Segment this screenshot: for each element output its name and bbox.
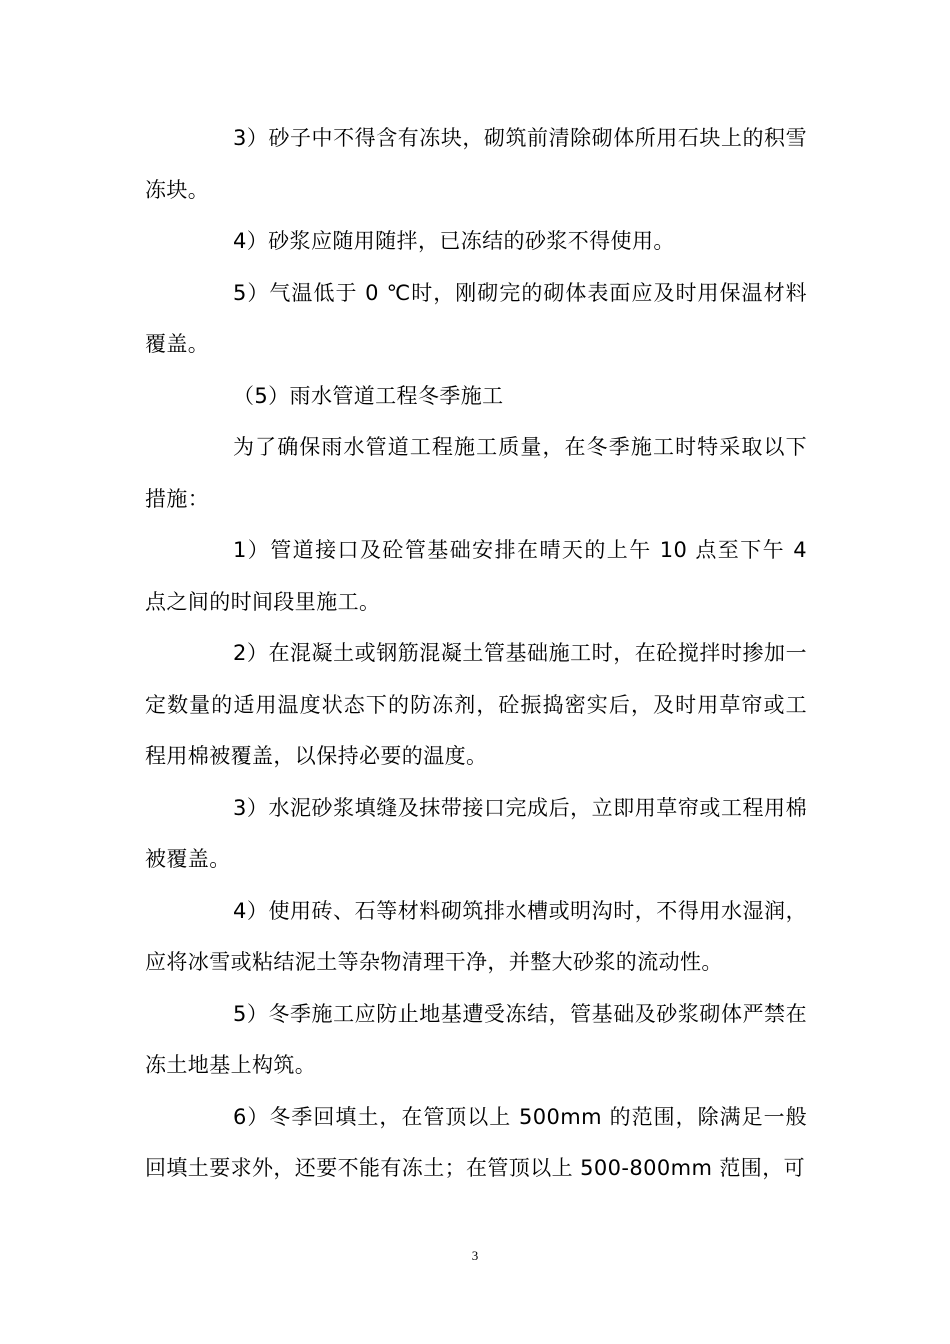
paragraph-measure-2: 2）在混凝土或钢筋混凝土管基础施工时，在砼搅拌时掺加一定数量的适用温度状态下的防冻剂，砼振捣密实后，及时用草帘或工程用棉被覆盖，以保持必要的温度。 <box>145 641 807 768</box>
paragraph-intro-measures: 为了确保雨水管道工程施工质量，在冬季施工时特采取以下措施： <box>145 435 807 511</box>
paragraph-measure-1: 1）管道接口及砼管基础安排在晴天的上午 10 点至下午 4 点之间的时间段里施工。 <box>145 538 807 614</box>
section-heading-rainwater-pipe-winter: （5）雨水管道工程冬季施工 <box>233 383 504 408</box>
page-number: 3 <box>471 1248 479 1263</box>
paragraph-measure-3: 3）水泥砂浆填缝及抹带接口完成后，立即用草帘或工程用棉被覆盖。 <box>145 795 807 871</box>
paragraph-measure-5: 5）冬季施工应防止地基遭受冻结，管基础及砂浆砌体严禁在冻土地基上构筑。 <box>145 1001 807 1077</box>
paragraph-measure-4: 4）使用砖、石等材料砌筑排水槽或明沟时，不得用水湿润，应将冰雪或粘结泥土等杂物清理干净，并整大砂浆的流动性。 <box>145 898 807 974</box>
paragraph-measure-6: 6）冬季回填土，在管顶以上 500mm 的范围，除满足一般回填土要求外，还要不能有冻土；在管顶以上 500-800mm 范围，可 <box>145 1104 807 1180</box>
paragraph-sand-no-frozen-lumps: 3）砂子中不得含有冻块，砌筑前清除砌体所用石块上的积雪冻块。 <box>145 126 807 202</box>
paragraph-mortar-mix-as-used: 4）砂浆应随用随拌，已冻结的砂浆不得使用。 <box>233 229 675 253</box>
paragraph-cover-masonry-below-zero: 5）气温低于 0 ℃时，刚砌完的砌体表面应及时用保温材料覆盖。 <box>145 280 807 356</box>
body-text <box>145 113 807 1195</box>
